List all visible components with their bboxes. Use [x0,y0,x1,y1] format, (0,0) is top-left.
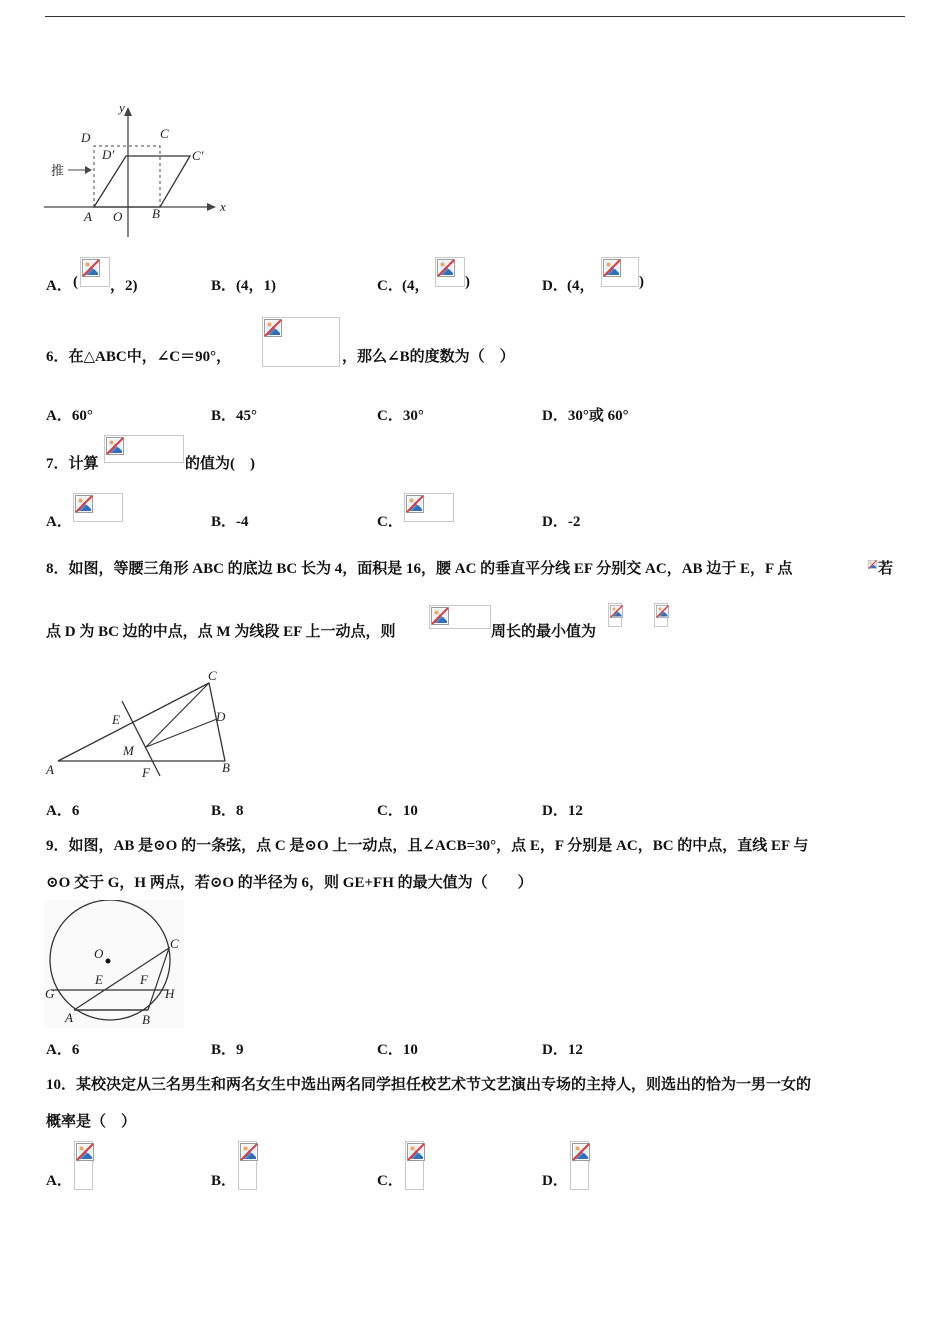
q8-stem-image-triangle [429,605,491,629]
broken-image-icon [868,560,877,569]
q10-option-a-image [74,1141,93,1190]
q10-option-d-label: D． [542,1173,568,1189]
q8-stem-image-a [608,603,622,627]
q9-label-f: F [140,972,148,987]
q5-label-d: D [81,130,91,145]
q8-label-e: E [112,712,120,727]
q7-option-b: B．-4 [211,514,249,530]
q10-option-d-image [570,1141,589,1190]
q6-option-c: C．30° [377,408,424,424]
q5-label-dprime: D′ [102,147,115,162]
q9-label-e: E [95,972,103,987]
q9-label-b: B [142,1012,150,1027]
q10-option-c-label: C． [377,1173,403,1189]
q8-stem-line2-pre: 点 D 为 BC 边的中点，点 M 为线段 EF 上一动点，则 [46,624,396,640]
q8-option-d: D．12 [542,803,583,819]
q5-option-c-post: ) [465,274,470,290]
q8-stem-line2-post: 周长的最小值为 [491,624,597,640]
q8-label-m: M [123,743,134,758]
q8-label-a: A [46,762,54,777]
q9-figure [44,900,184,1028]
q10-option-c-image [405,1141,424,1190]
q5-option-c-label: C． [377,278,403,294]
q9-stem-line2: ⊙O 交于 G，H 两点，若⊙O 的半径为 6，则 GE+FH 的最大值为（ ） [46,875,533,891]
q8-stem-line1: 8．如图，等腰三角形 ABC 的底边 BC 长为 4，面积是 16，腰 AC 的垂直平分线 EF 分别交 AC，AB 边于 E，F 点 [46,561,793,577]
broken-image-icon [106,437,124,455]
q7-option-a-image [73,493,123,522]
broken-image-icon [406,495,424,513]
q5-option-a-pre: ( [73,274,78,290]
q9-label-c: C [170,936,179,951]
q9-label-o: O [94,946,104,961]
q8-inline-image [868,560,877,569]
q7-option-c-label: C． [377,514,403,530]
q5-option-c-pre: (4， [402,278,430,294]
q8-stem-line1-end: 若 [878,561,894,577]
q9-label-g: G [45,986,55,1001]
q7-option-c-image [404,493,454,522]
q9-option-c: C．10 [377,1042,418,1058]
broken-image-icon [603,259,621,277]
broken-image-icon [437,259,455,277]
q5-label-push: 推 [51,163,65,178]
q6-stem-pre: 6．在△ABC中，∠C＝90°， [46,349,232,365]
q7-stem-image [104,435,184,463]
q10-option-b-image [238,1141,257,1190]
q9-option-a: A．6 [46,1042,80,1058]
broken-image-icon [264,319,282,337]
q5-option-d-pre: (4， [567,278,595,294]
q10-stem-line1: 10．某校决定从三名男生和两名女生中选出两名同学担任校艺术节文艺演出专场的主持人，则选出的恰为一男一女的 [46,1077,812,1093]
broken-image-icon [572,1143,590,1161]
broken-image-icon [240,1143,258,1161]
q5-option-c-image [435,257,465,287]
q7-stem-post: 的值为( ) [185,456,255,472]
q10-option-a-label: A． [46,1173,72,1189]
broken-image-icon [656,605,669,618]
q9-stem-line1: 9．如图，AB 是⊙O 的一条弦，点 C 是⊙O 上一动点，且∠ACB=30°，点 E，F 分别是 AC，BC 的中点，直线 EF 与 [46,838,809,854]
q8-label-f: F [142,765,150,780]
q5-option-d-image [601,257,639,287]
q7-option-d: D．-2 [542,514,581,530]
q5-figure [44,100,229,240]
q9-option-d: D．12 [542,1042,583,1058]
broken-image-icon [407,1143,425,1161]
q5-label-a: A [84,209,92,224]
q5-label-y: y [119,100,125,115]
q9-option-b: B．9 [211,1042,244,1058]
broken-image-icon [76,1143,94,1161]
broken-image-icon [610,605,623,618]
broken-image-icon [431,607,449,625]
q5-option-a-label: A． [46,278,72,294]
q7-option-a-label: A． [46,514,72,530]
q5-label-c: C [160,126,169,141]
header-rule [45,16,905,17]
q5-option-a-image [80,257,110,287]
q8-label-d: D [216,709,226,724]
q5-label-x: x [220,199,226,214]
q6-stem-post: ，那么∠B的度数为（ ） [342,349,515,365]
q5-option-d-label: D． [542,278,568,294]
q8-option-c: C．10 [377,803,418,819]
q10-option-b-label: B． [211,1173,237,1189]
q5-option-a-post: ，2) [110,278,138,294]
q5-label-o: O [113,209,123,224]
q9-label-h: H [165,986,175,1001]
q5-option-b-text: (4，1) [236,278,276,294]
q10-stem-line2: 概率是（ ） [46,1114,137,1130]
q6-stem-image [262,317,340,367]
q6-option-b: B．45° [211,408,258,424]
q7-stem-pre: 7．计算 [46,456,99,472]
q8-label-c: C [208,668,217,683]
q5-label-cprime: C′ [192,148,204,163]
q5-label-b: B [152,206,160,221]
q6-option-d: D．30°或 60° [542,408,629,424]
broken-image-icon [75,495,93,513]
broken-image-icon [82,259,100,277]
q8-stem-image-b [654,603,668,627]
q8-option-a: A．6 [46,803,80,819]
q5-option-b-label: B． [211,278,237,294]
q5-option-d-post: ) [639,274,644,290]
q8-label-b: B [222,760,230,775]
q9-label-a: A [65,1010,73,1025]
q8-figure [42,664,242,786]
q8-option-b: B．8 [211,803,244,819]
q6-option-a: A．60° [46,408,93,424]
